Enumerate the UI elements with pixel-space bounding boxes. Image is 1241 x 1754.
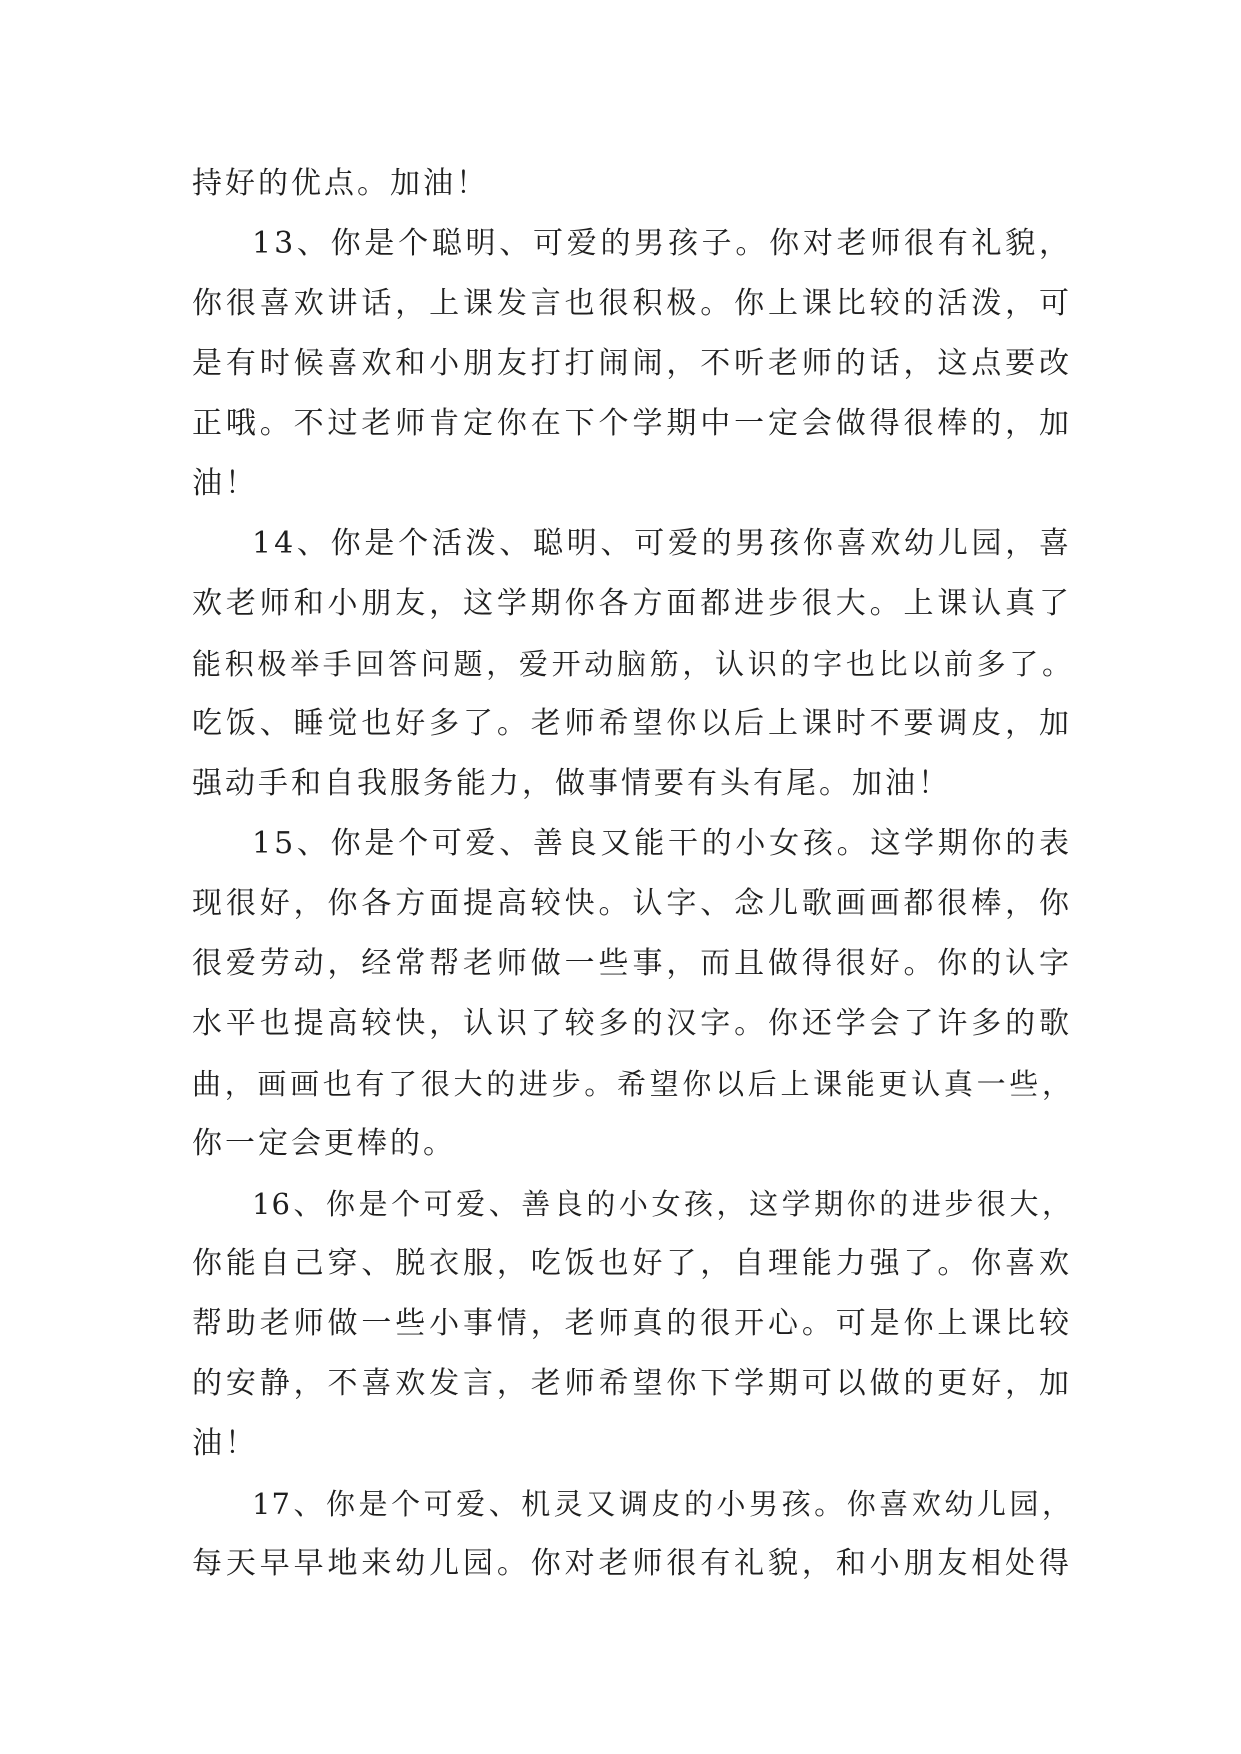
text-line: 帮助老师做一些小事情，老师真的很开心。可是你上课比较	[192, 1306, 1072, 1341]
text-line: 15、你是个可爱、善良又能干的小女孩。这学期你的表	[252, 826, 1072, 861]
text-line: 你能自己穿、脱衣服，吃饭也好了，自理能力强了。你喜欢	[192, 1246, 1072, 1281]
text-line: 油！	[192, 1426, 258, 1461]
text-line: 很爱劳动，经常帮老师做一些事，而且做得很好。你的认字	[192, 946, 1072, 981]
text-line: 油！	[192, 466, 258, 501]
text-line: 你很喜欢讲话，上课发言也很积极。你上课比较的活泼，可	[192, 286, 1072, 321]
text-line: 每天早早地来幼儿园。你对老师很有礼貌，和小朋友相处得	[192, 1546, 1072, 1581]
text-line: 吃饭、睡觉也好多了。老师希望你以后上课时不要调皮，加	[192, 706, 1072, 741]
text-line: 17、你是个可爱、机灵又调皮的小男孩。你喜欢幼儿园，	[252, 1487, 1072, 1521]
text-line: 是有时候喜欢和小朋友打打闹闹，不听老师的话，这点要改	[192, 346, 1072, 381]
text-line: 欢老师和小朋友，这学期你各方面都进步很大。上课认真了	[192, 586, 1072, 621]
text-line: 持好的优点。加油！	[192, 166, 489, 201]
text-line: 曲，画画也有了很大的进步。希望你以后上课能更认真一些，	[192, 1067, 1072, 1101]
text-line: 16、你是个可爱、善良的小女孩，这学期你的进步很大，	[252, 1187, 1072, 1221]
text-line: 能积极举手回答问题，爱开动脑筋，认识的字也比以前多了。	[192, 647, 1072, 681]
text-line: 你一定会更棒的。	[192, 1126, 456, 1161]
text-line: 强动手和自我服务能力，做事情要有头有尾。加油！	[192, 766, 951, 801]
text-line: 现很好，你各方面提高较快。认字、念儿歌画画都很棒，你	[192, 886, 1072, 921]
text-line: 的安静，不喜欢发言，老师希望你下学期可以做的更好，加	[192, 1366, 1072, 1401]
text-line: 水平也提高较快，认识了较多的汉字。你还学会了许多的歌	[192, 1006, 1072, 1041]
text-line: 14、你是个活泼、聪明、可爱的男孩你喜欢幼儿园，喜	[252, 526, 1072, 561]
text-line: 正哦。不过老师肯定你在下个学期中一定会做得很棒的，加	[192, 406, 1072, 441]
text-line: 13、你是个聪明、可爱的男孩子。你对老师很有礼貌，	[252, 226, 1072, 261]
